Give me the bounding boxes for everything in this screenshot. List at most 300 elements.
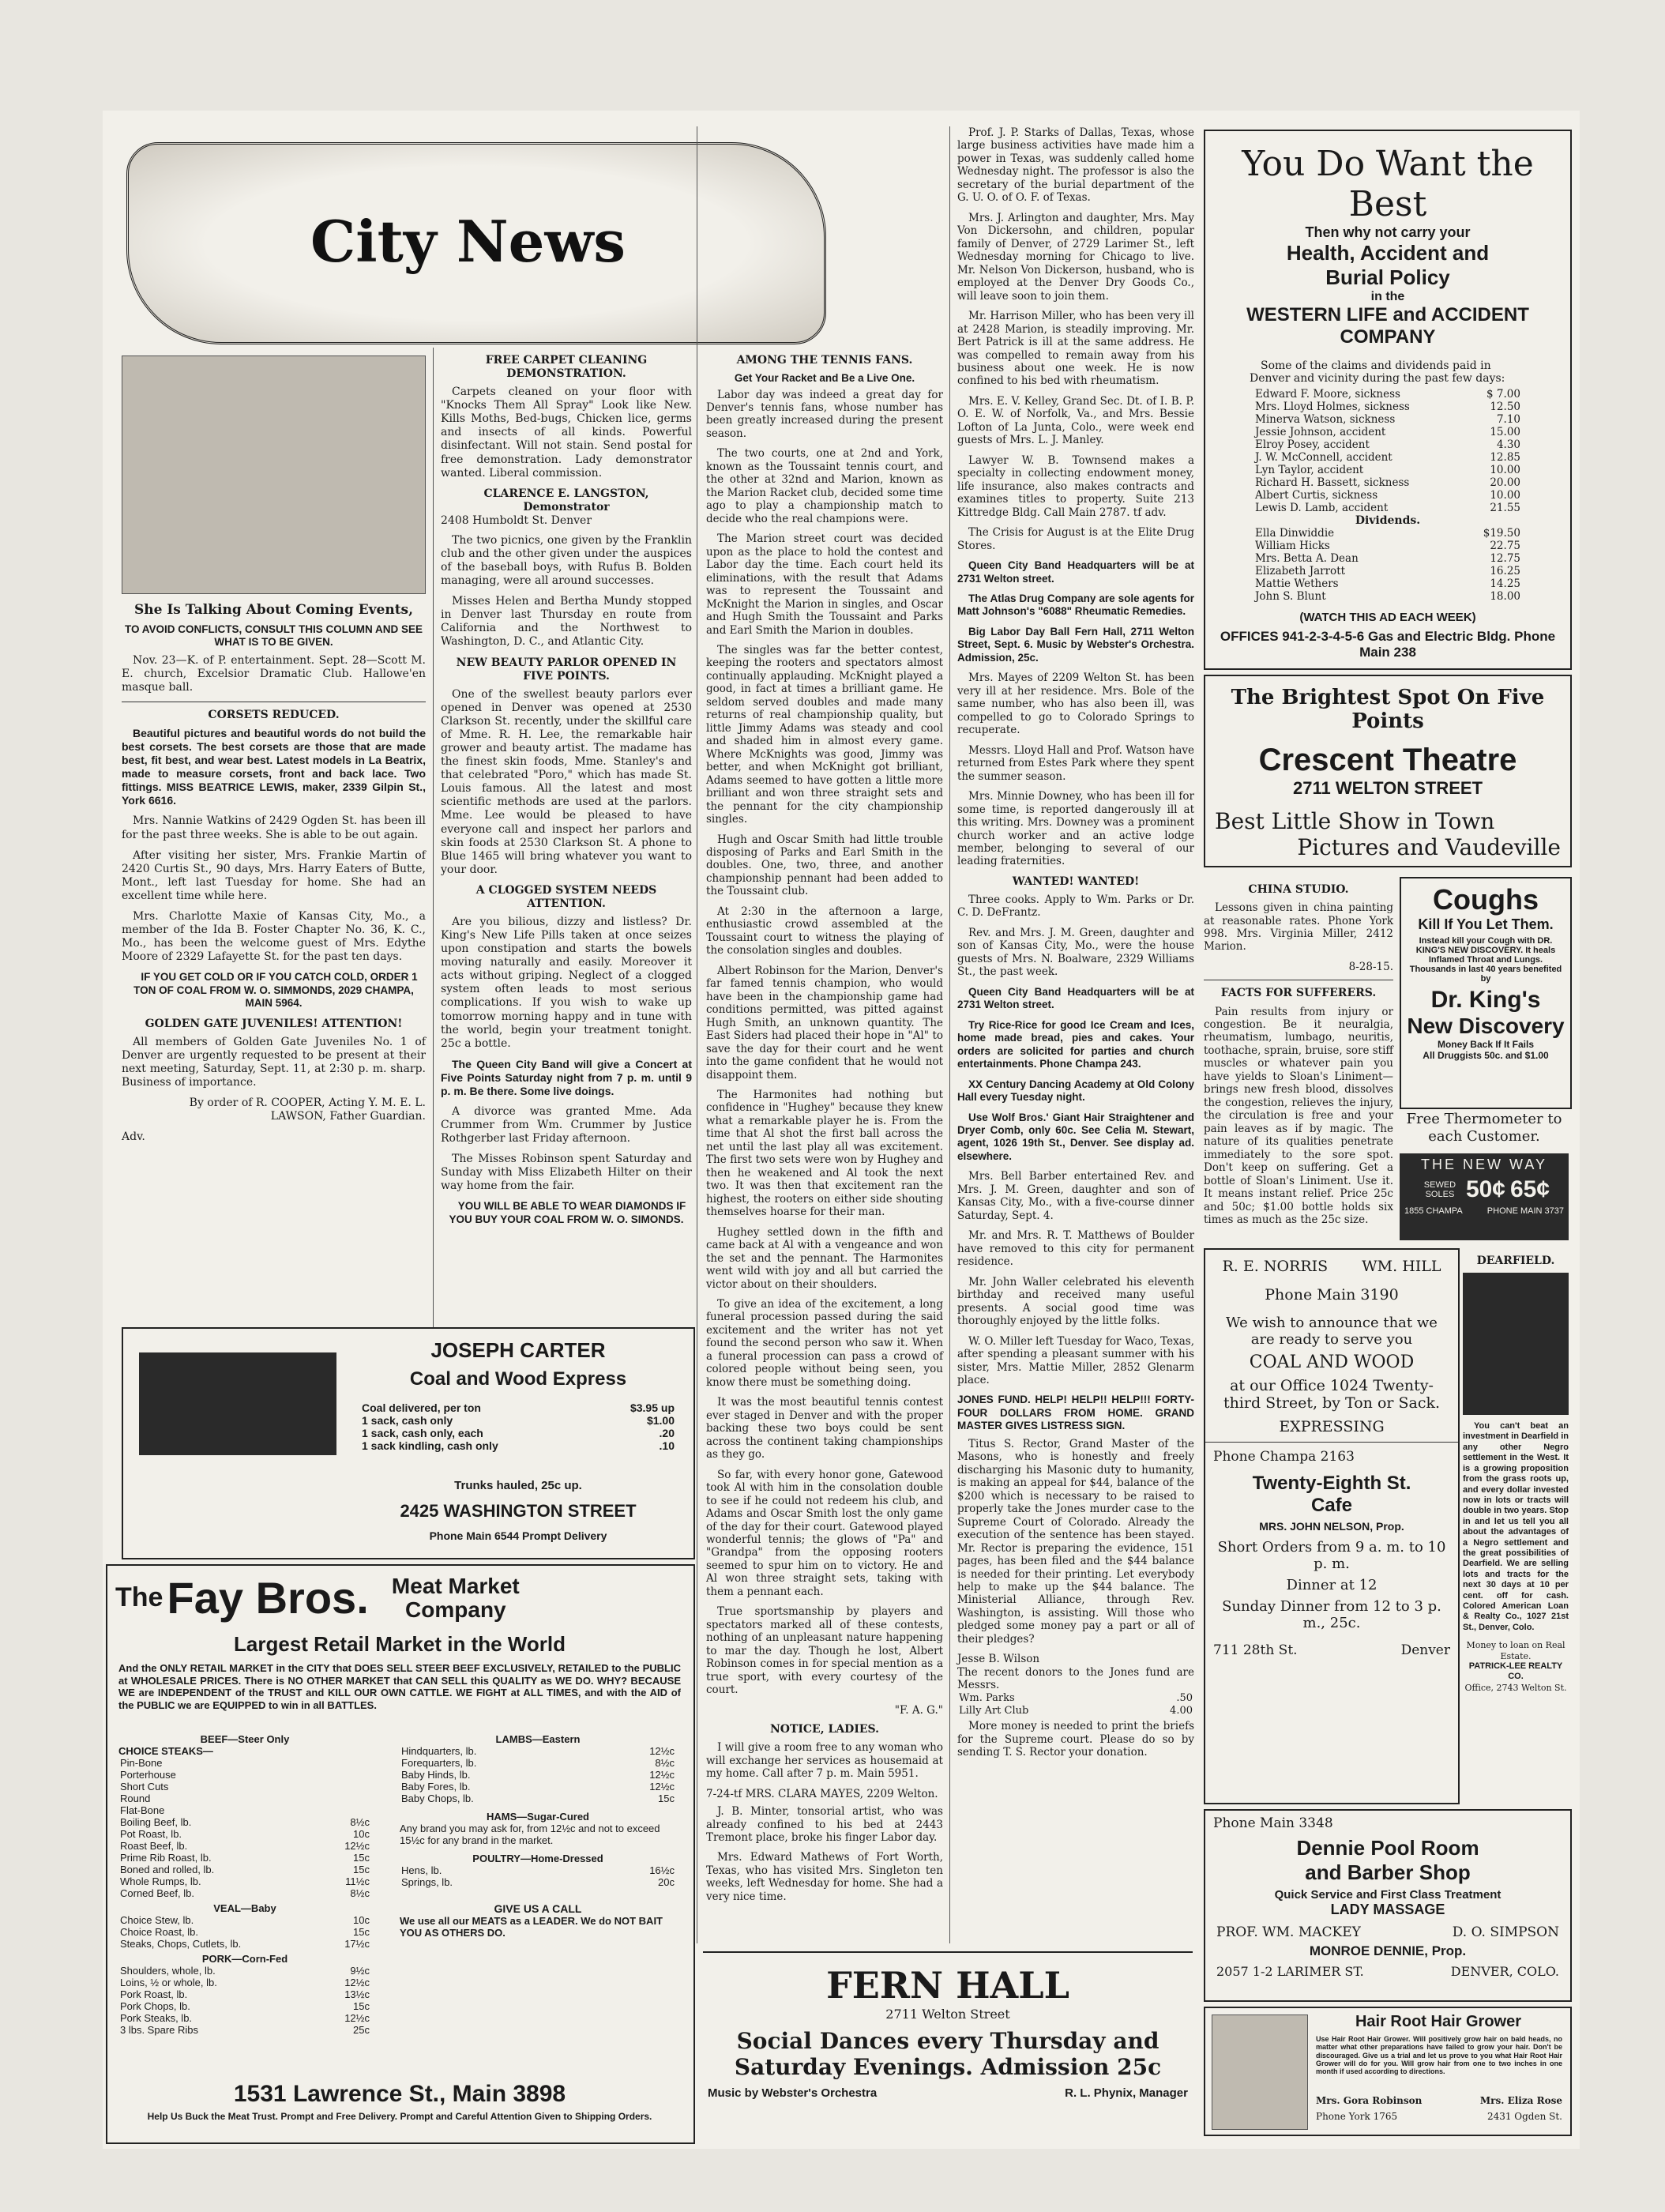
fay-call-text: We use all our MEATS as a LEADER. We do NOT BAIT YOU AS OTHERS DO.: [400, 1915, 663, 1939]
norris-hill-ad: [1204, 1248, 1460, 1804]
western-company: WESTERN LIFE and ACCIDENT COMPANY: [1246, 304, 1529, 348]
martin-item: After visiting her sister, Mrs. Frankie Martin of 2420 Curtis St., 90 days, Mrs. Harry Eaters of Butte, Mont., left last Tuesday for home. She had an excellent time while here.: [122, 848, 426, 902]
beef-price-row-value: 8½c: [350, 1887, 370, 1899]
fay-choice-steaks: CHOICE STEAKS—: [118, 1745, 213, 1757]
beauty-heading: NEW BEAUTY PARLOR OPENED IN FIVE POINTS.: [456, 656, 677, 683]
carter-price-row-value: .10: [659, 1439, 675, 1452]
beef-price-row: [118, 1781, 371, 1793]
dividend-row-value: 16.25: [1490, 565, 1520, 577]
maxie-item: Mrs. Charlotte Maxie of Kansas City, Mo., a member of the Ida B. Foster Chapter No. 36, K. C., Mo., has been the welcome guest of Mrs. Edythe Moore of 2329 Lafayette St. for the past ten days.: [122, 909, 426, 964]
western-sub1: Then why not carry your: [1305, 224, 1471, 240]
china-date: 8-28-15.: [1348, 960, 1393, 973]
coughs-brand-2: New Discovery: [1407, 1014, 1565, 1038]
beef-price-row-label: Boiling Beef, lb.: [120, 1816, 192, 1828]
juveniles-text: All members of Golden Gate Juveniles No. 1 of Denver are urgently requested to be present at their next meeting, Saturday, Sept. 11, at 2:30 p. m. sharp. Business of importance.: [122, 1035, 426, 1089]
carter-price-row-label: Coal delivered, per ton: [362, 1401, 481, 1414]
donor-row-value: .50: [1176, 1691, 1193, 1704]
claim-row-value: 15.00: [1490, 426, 1520, 438]
clogged-heading: A CLOGGED SYSTEM NEEDS ATTENTION.: [475, 883, 657, 910]
dennie-pool-ad: [1204, 1809, 1572, 2002]
poultry-price-row-label: Hens, lb.: [401, 1864, 442, 1876]
dearfield-realty: PATRICK-LEE REALTY CO.: [1468, 1661, 1563, 1682]
beef-price-row-label: Round: [120, 1793, 151, 1804]
beef-price-row: [118, 1840, 371, 1852]
poultry-price-row-value: 16½c: [649, 1864, 675, 1876]
cafe-name-1: Twenty-Eighth St.: [1252, 1473, 1411, 1494]
beef-price-row-value: [314, 1804, 371, 1816]
claim-row-value: 7.10: [1496, 413, 1520, 426]
beef-price-row-value: [314, 1769, 371, 1781]
ladies-heading: NOTICE, LADIES.: [769, 1723, 880, 1736]
barber-item: Mrs. Bell Barber entertained Rev. and Mrs. J. M. Green, daughter and son of Kansas City, Mo., with a five-course dinner Saturday, Sept. 4.: [957, 1170, 1194, 1222]
band-hq-item: Queen City Band Headquarters will be at 2731 Welton street.: [957, 559, 1194, 585]
dennie-phone: Phone Main 3348: [1213, 1815, 1333, 1831]
crescent-theatre-ad: [1204, 675, 1572, 867]
townsend-item: Lawyer W. B. Townsend makes a specialty in collecting endowment money, life insurance, also makes contracts and examines titles to property. Suite 213 Kittredge Bldg. Call Main 2787. tf adv.: [957, 453, 1194, 519]
veal-price-row-value: 17½c: [344, 1938, 370, 1950]
diamonds-ad: YOU WILL BE ABLE TO WEAR DIAMONDS IF YOU BUY YOUR COAL FROM W. O. SIMONDS.: [449, 1200, 686, 1225]
adv-label: Adv.: [122, 1130, 145, 1144]
carter-photo: [139, 1352, 336, 1455]
matthews-item: Mr. and Mrs. R. T. Matthews of Boulder have removed to this city for permanent residence.: [957, 1229, 1194, 1269]
pork-price-row-label: Pork Steaks, lb.: [120, 2012, 193, 2024]
beef-price-row: [118, 1769, 371, 1781]
beef-price-row: [118, 1864, 371, 1875]
claim-row-value: $ 7.00: [1486, 388, 1520, 401]
dennie-simpson: D. O. SIMPSON: [1452, 1924, 1559, 1940]
cafe-dinner: Dinner at 12: [1286, 1577, 1377, 1593]
carter-price-row-label: 1 sack, cash only: [362, 1414, 453, 1427]
dearfield-heading: DEARFIELD.: [1476, 1255, 1555, 1267]
coughs-price: All Druggists 50c. and $1.00: [1423, 1050, 1549, 1061]
western-offices: OFFICES 941-2-3-4-5-6 Gas and Electric Bldg. Phone Main 238: [1220, 629, 1556, 660]
coughs-money: Money Back If It Fails: [1437, 1039, 1535, 1050]
carter-price-row-value: .20: [659, 1427, 675, 1439]
carter-phone: Phone Main 6544 Prompt Delivery: [429, 1529, 607, 1542]
beef-price-row-value: 8½c: [350, 1816, 370, 1828]
veal-price-row-label: Steaks, Chops, Cutlets, lb.: [120, 1938, 242, 1950]
western-title: You Do Want the Best: [1242, 144, 1534, 224]
column-1: [122, 356, 426, 1144]
juveniles-signature: By order of R. COOPER, Acting Y. M. E. L. LAWSON, Father Guardian.: [189, 1097, 426, 1123]
lamb-price-row: [400, 1745, 676, 1757]
tennis-p5: Hugh and Oscar Smith had little trouble disposing of Parks and Earl Smith in the doubles. One, two, three, and another championship pennant had been added to the Toussaint club.: [706, 833, 943, 898]
dennie-prop: MONROE DENNIE, Prop.: [1309, 1943, 1467, 1958]
donor-row-label: Lilly Art Club: [959, 1704, 1029, 1717]
carter-name: JOSEPH CARTER: [430, 1338, 606, 1362]
new-way-phone: PHONE MAIN 3737: [1486, 1206, 1564, 1216]
beef-price-row: [118, 1816, 371, 1828]
lamb-price-row-value: 15c: [658, 1793, 675, 1804]
tennis-p1: Labor day was indeed a great day for Denver's tennis fans, whose number has been greatly increased during the present season.: [706, 388, 943, 440]
carter-price-row: [360, 1414, 676, 1427]
norris-text-2: at our Office 1024 Twenty-third Street, by Ton or Sack.: [1223, 1377, 1441, 1412]
tennis-p13: True sportsmanship by players and spectators marked all of these contests, nothing of an unpleasant nature happening to mar the day. Though he lost, Albert Robinson comes in for special mention as a true sport, with every courtesy of the court.: [706, 1605, 943, 1697]
dividend-row-label: Elizabeth Jarrott: [1255, 565, 1346, 577]
beef-price-row-label: Short Cuts: [120, 1781, 169, 1793]
beef-price-row-value: [314, 1793, 371, 1804]
china-facts-column: [1204, 877, 1393, 1233]
dennie-massage: LADY MASSAGE: [1330, 1902, 1445, 1917]
column-rule-1: [433, 348, 434, 1390]
fern-music: Music by Webster's Orchestra: [708, 2086, 878, 2100]
hill-name: WM. HILL: [1362, 1258, 1441, 1275]
claim-row-value: 12.50: [1490, 401, 1520, 413]
hall-item: Messrs. Lloyd Hall and Prof. Watson have returned from Estes Park where they spent the summer season.: [957, 743, 1194, 783]
western-sub3: Burial Policy: [1325, 265, 1450, 289]
crescent-top: The Brightest Spot On Five Points: [1231, 686, 1545, 733]
fay-poultry-heading: POULTRY—Home-Dressed: [472, 1853, 603, 1864]
norris-name: R. E. NORRIS: [1222, 1258, 1329, 1275]
beef-price-row-value: 15c: [353, 1864, 370, 1875]
dividend-row-value: 14.25: [1490, 577, 1520, 590]
crisis-item: The Crisis for August is at the Elite Drug Stores.: [957, 526, 1194, 552]
coming-events-text: Nov. 23—K. of P. entertainment. Sept. 28—Scott M. E. church, Excelsior Dramatic Club. Hallowe'en masque ball.: [122, 653, 426, 694]
fay-call-heading: GIVE US A CALL: [494, 1902, 582, 1915]
divorce-item: A divorce was granted Mme. Ada Crummer from Wm. Crummer by Justice Rothgerber last Friday afternoon.: [441, 1104, 692, 1146]
cafe-phone: Phone Champa 2163: [1213, 1449, 1355, 1465]
coughs-subtitle: Kill If You Let Them.: [1418, 916, 1554, 932]
mathews-item: Mrs. Edward Mathews of Fort Worth, Texas, who has visited Mrs. Singleton ten weeks, left Wednesday for home. She had a very nice time.: [706, 1851, 943, 1903]
dividend-row-value: 22.75: [1490, 540, 1520, 552]
hair-title: Hair Root Hair Grower: [1355, 2013, 1522, 2030]
coughs-text: Instead kill your Cough with DR. KING'S NEW DISCOVERY. It heals Inflamed Throat and Lungs. Thousands in last 40 years benefited by: [1409, 936, 1562, 984]
lamb-price-row-value: 8½c: [655, 1757, 675, 1769]
minter-item: J. B. Minter, tonsorial artist, who was already confined to his bed at 2443 Tremont place, broke his finger Labor day.: [706, 1805, 943, 1844]
fay-pork-heading: PORK—Corn-Fed: [201, 1953, 288, 1965]
facts-text: Pain results from injury or congestion. Be it neuralgia, rheumatism, lumbago, neuritis, toothache, sprain, bruise, sore stiff muscles or whatever pain you have yields to Sloan's Liniment—brings new fresh blood, dissolves the congestion, relieves the injury, the circulation is free and your pain leaves as if by magic. The nature of its qualities penetrate immediately to the sore spot. Don't keep on suffering. Get a bottle of Sloan's Liniment. Use it. It means instant relief. Price 25c and 50c; $1.00 bottle holds six times as much as the 25c size.: [1204, 1005, 1394, 1226]
hair-woman-illustration: [1212, 2014, 1308, 2130]
pork-price-row-value: 9½c: [350, 1965, 370, 1977]
tennis-p7: Albert Robinson for the Marion, Denver's far famed tennis champion, who would have been in the championship game had conditions permitted, was pitted against Hugh Smith, an unknown quantity. The East Siders had placed their hope in "Al" to save the day for their court and he went into the game confident that he would not disappoint them.: [706, 964, 943, 1082]
wolf-item: Use Wolf Bros.' Giant Hair Straightener and Dryer Comb, only 60c. See Celia M. Stewart, agent, 1026 19th St., Denver. See display ad. elsewhere.: [957, 1111, 1194, 1162]
lamb-price-row: [400, 1781, 676, 1793]
pork-price-row-label: 3 lbs. Spare Ribs: [120, 2024, 198, 2036]
tennis-signature: "F. A. G.": [894, 1703, 943, 1717]
claim-row: [1253, 502, 1522, 514]
poultry-price-row: [400, 1876, 676, 1888]
beef-price-row-label: Pin-Bone: [120, 1757, 163, 1769]
corsets-heading: CORSETS REDUCED.: [208, 708, 340, 721]
tennis-p3: The Marion street court was decided upon as the place to hold the contest and Labor day the time. Each court held its eliminations, with the result that Adams was to represent the Toussaint and McKnight the Marion in singles, and Oscar and Hugh Smith the Toussaint and Parks and Earl Smith the Marion in doubles.: [706, 532, 943, 637]
dennie-city: DENVER, COLO.: [1450, 1964, 1559, 1979]
juveniles-heading: GOLDEN GATE JUVENILES! ATTENTION!: [145, 1017, 403, 1030]
veal-price-row-label: Choice Stew, lb.: [120, 1914, 194, 1926]
dividend-row-value: 12.75: [1490, 552, 1520, 565]
dancing-item: XX Century Dancing Academy at Old Colony Hall every Tuesday night.: [957, 1078, 1194, 1104]
donor-row-value: 4.00: [1170, 1704, 1193, 1717]
clogged-text: Are you bilious, dizzy and listless? Dr. King's New Life Pills taken at once seizes upon constipation and starts the bowels moving naturally and easily. Moreover it acts without griping. Neglect of a clogged system often leads to most serious complications. If you wish to wake up tomorrow morning happy and in tune with the world, begin your treatment tonight. 25c a bottle.: [441, 915, 692, 1050]
beef-price-row-label: Roast Beef, lb.: [120, 1840, 188, 1852]
claim-row-label: Lyn Taylor, accident: [1255, 464, 1364, 476]
dividend-row-value: 18.00: [1490, 590, 1520, 603]
column-4: [957, 126, 1194, 1766]
tennis-p2: The two courts, one at 2nd and York, known as the Toussaint tennis court, and the other at 32nd and Marion, known as the Marion Racket club, decided some time ago to play a championship match to decide who the real champions were.: [706, 447, 943, 525]
veal-price-row: [118, 1938, 371, 1950]
beauty-text: One of the swellest beauty parlors ever opened in Denver was opened at 2530 Clarkson St. recently, under the skillful care of Mme. R. H. Lee, the remarkable hair grower and beauty artist. The madame has the finest skin foods, Mme. Stanley's and that celebrated "Poro," which has made St. Louis famous. All the latest and most scientific methods are used at the parlors. Mme. Lee would be pleased to have everyone call and inspect her parlors and skin foods at 2530 Clarkson St. A phone to Blue 1465 will bring whatever you want to your door.: [441, 687, 692, 876]
claim-row: [1253, 426, 1522, 438]
norris-expressing: EXPRESSING: [1279, 1418, 1385, 1435]
claim-row-label: Edward F. Moore, sickness: [1255, 388, 1400, 401]
masthead-title: City News: [310, 208, 626, 275]
arlington-item: Mrs. J. Arlington and daughter, Mrs. May Von Dickersohn, and children, popular family of Denver, of 2729 Larimer St., left Wednesday morning for Chicago to live. Mr. Nelson Von Dickerson, husband, who is employed at the Denver Dry Goods Co., will leave soon to join them.: [957, 211, 1194, 303]
beef-price-row-label: Whole Rumps, lb.: [120, 1875, 201, 1887]
claim-row-value: 21.55: [1490, 502, 1520, 514]
downey-item: Mrs. Minnie Downey, who has been ill for some time, is reported dangerously ill at this writing. Mrs. Downey was a prominent church worker and an active lodge member, belonging to several of our leading fraternities.: [957, 790, 1194, 868]
veal-price-row-label: Choice Roast, lb.: [120, 1926, 198, 1938]
tennis-p6: At 2:30 in the afternoon a large, enthusiastic crowd assembled at the Toussaint court to witness the playing of the consolation singles and doubles.: [706, 905, 943, 957]
beef-price-row-label: Boned and rolled, lb.: [120, 1864, 215, 1875]
western-claims-intro: Some of the claims and dividends paid in Denver and vicinity during the past few days:: [1250, 359, 1505, 385]
beef-price-row-value: [314, 1757, 371, 1769]
fay-bros-ad: [106, 1564, 695, 2144]
cafe-name-2: Cafe: [1310, 1495, 1353, 1516]
pork-price-row-value: 12½c: [344, 2012, 370, 2024]
pork-price-row-value: 15c: [353, 2000, 370, 2012]
ladies-signature: 7-24-tf MRS. CLARA MAYES, 2209 Welton.: [706, 1787, 938, 1800]
dividend-row-label: John S. Blunt: [1255, 590, 1326, 603]
newspaper-page: [103, 111, 1580, 2149]
pork-price-row-value: 13½c: [344, 1988, 370, 2000]
dividend-row-label: Mrs. Betta A. Dean: [1255, 552, 1359, 565]
fay-hams-text: Any brand you may ask for, from 12½c and not to exceed 15½c for any brand in the market.: [400, 1823, 660, 1846]
cafe-prop: MRS. JOHN NELSON, Prop.: [1259, 1520, 1404, 1533]
carter-price-row: [360, 1439, 676, 1452]
fern-manager: R. L. Phynix, Manager: [1065, 2086, 1188, 2100]
beef-price-row-label: Pot Roast, lb.: [120, 1828, 182, 1840]
tennis-p10: To give an idea of the excitement, a long funeral procession passed during the said excitement and the writer has not yet found the second person who saw it. When a funeral procession can pass a crowd of colored people without being seen, you know there must be something doing.: [706, 1298, 943, 1389]
dividend-row: [1253, 565, 1522, 577]
hair-name-2: Mrs. Eliza Rose: [1479, 2095, 1562, 2106]
poultry-price-row-value: 20c: [658, 1876, 675, 1888]
fay-lamb-heading: LAMBS—Eastern: [495, 1733, 581, 1745]
new-way-price-1: 50¢: [1465, 1176, 1505, 1202]
lamb-price-row-value: 12½c: [649, 1745, 675, 1757]
fay-pork-table: [118, 1965, 371, 2036]
coal-ad: IF YOU GET COLD OR IF YOU CATCH COLD, ORDER 1 TON OF COAL FROM W. O. SIMMONDS, 2029 CHAMPA, MAIN 5964.: [133, 971, 418, 1010]
dennie-name-2: and Barber Shop: [1305, 1860, 1471, 1884]
fern-address: 2711 Welton Street: [885, 2007, 1010, 2022]
lamb-price-row-value: 12½c: [649, 1781, 675, 1793]
lamb-price-row-label: Forequarters, lb.: [401, 1757, 477, 1769]
china-heading: CHINA STUDIO.: [1248, 883, 1349, 896]
lamb-price-row-label: Baby Chops, lb.: [401, 1793, 474, 1804]
new-way-soles: SEWED SOLES: [1423, 1180, 1456, 1199]
coming-events-subtitle: TO AVOID CONFLICTS, CONSULT THIS COLUMN AND SEE WHAT IS TO BE GIVEN.: [125, 623, 423, 649]
band-hq-item-2: Queen City Band Headquarters will be at 2731 Welton street.: [957, 985, 1194, 1011]
miller-item: Mr. Harrison Miller, who has been very ill at 2428 Marion, is steadily improving. Mr. Bert Patrick is ill at the same address. He was compelled to remain away from his business about one week. He is now confined to his bed with rheumatism.: [957, 310, 1194, 388]
fay-veal-table: [118, 1914, 371, 1950]
fay-address: 1531 Lawrence St., Main 3898: [233, 2081, 566, 2107]
pork-price-row: [118, 1988, 371, 2000]
dividend-row-label: Ella Dinwiddie: [1255, 527, 1335, 540]
fay-poultry-table: [400, 1864, 676, 1888]
claim-row-label: Elroy Posey, accident: [1255, 438, 1370, 451]
corsets-text: Beautiful pictures and beautiful words do not build the best corsets. The best corsets are those that are made best, fit best, and wear best. Latest models in La Beatrix, made to measure corsets, front and back lace. Two fittings. MISS BEATRICE LEWIS, maker, 2339 Gilpin St., York 6616.: [122, 726, 426, 807]
beef-price-row-label: Prime Rib Roast, lb.: [120, 1852, 212, 1864]
lamb-price-row-label: Hindquarters, lb.: [401, 1745, 477, 1757]
poultry-price-row: [400, 1864, 676, 1876]
ladies-text: I will give a room free to any woman who will exchange her services as housemaid at my home. Call after 7 p. m. Main 5951.: [706, 1741, 943, 1781]
lamb-price-row-label: Baby Hinds, lb.: [401, 1769, 471, 1781]
beef-price-row-value: 15c: [353, 1852, 370, 1864]
western-claims-table: [1253, 388, 1522, 514]
green-item: Rev. and Mrs. J. M. Green, daughter and son of Kansas City, Mo., were the house guests of Mrs. N. Boalware, 2329 Williams St., the past week.: [957, 926, 1194, 979]
facts-heading: FACTS FOR SUFFERERS.: [1220, 987, 1377, 1000]
coughs-title: Coughs: [1433, 883, 1539, 916]
coughs-brand-1: Dr. King's: [1430, 987, 1541, 1013]
fay-footer: Help Us Buck the Meat Trust. Prompt and Free Delivery. Prompt and Careful Attention Given to Shipping Orders.: [147, 2111, 652, 2122]
new-way-ad: [1400, 1153, 1569, 1240]
pork-price-row: [118, 2000, 371, 2012]
dennie-quick: Quick Service and First Class Treatment: [1274, 1888, 1502, 1902]
watkins-item: Mrs. Nannie Watkins of 2429 Ogden St. has been ill for the past three weeks. She is able to be out again.: [122, 814, 426, 841]
dividend-row: [1253, 552, 1522, 565]
tennis-heading: AMONG THE TENNIS FANS.: [736, 354, 913, 367]
beef-price-row: [118, 1793, 371, 1804]
dividend-row: [1253, 540, 1522, 552]
claim-row-label: Richard H. Bassett, sickness: [1255, 476, 1410, 489]
beef-price-row-value: 11½c: [345, 1875, 370, 1887]
pork-price-row-value: 12½c: [344, 1977, 370, 1988]
carter-trunks: Trunks hauled, 25c up.: [454, 1479, 582, 1492]
pork-price-row-label: Pork Chops, lb.: [120, 2000, 190, 2012]
dennie-address: 2057 1-2 LARIMER ST.: [1216, 1964, 1364, 1979]
crescent-name: Crescent Theatre: [1258, 743, 1517, 777]
carter-price-row: [360, 1427, 676, 1439]
carpet-signature: CLARENCE E. LANGSTON, Demonstrator: [483, 487, 649, 514]
hair-text: Use Hair Root Hair Grower. Will positively grow hair on bald heads, no matter what other preparations have failed to grow your hair. Don't be discouraged. Give us a trial and let us prove to you what Hair Root Hair Grower will do for you. Will grow hair from one to two inches in one month if used according to directions.: [1316, 2035, 1562, 2076]
claim-row-label: Mrs. Lloyd Holmes, sickness: [1255, 401, 1410, 413]
dearfield-photo: [1463, 1273, 1569, 1415]
carter-address: 2425 WASHINGTON STREET: [400, 1501, 637, 1521]
cafe-address: 711 28th St.: [1213, 1642, 1298, 1658]
beef-price-row-label: Corned Beef, lb.: [120, 1887, 194, 1899]
fern-line1: Social Dances every Thursday and: [736, 2028, 1159, 2054]
column-2: [441, 348, 692, 1233]
mundy-item: Misses Helen and Bertha Mundy stopped in Denver last Thursday en route from California and the Northwest to Washington, D. C., and Atlantic City.: [441, 595, 692, 649]
carter-ad: [122, 1327, 695, 1559]
rice-item: Try Rice-Rice for good Ice Cream and Ices, home made bread, pies and cakes. Your orders are solicited for parties and church entertainments. Phone Champa 243.: [957, 1018, 1194, 1070]
jones-end: More money is needed to print the briefs for the Supreme court. Please do so by sending T. S. Rector your donation.: [957, 1720, 1194, 1759]
tennis-p12: So far, with every honor gone, Gatewood took Al with him in the consolation double to see if he could not redeem his club, and Adams and Oscar Smith lost the only game of the day for their court. Gatewood played wonderful tennis; the glows of "Pa" and "Grandpa" from the opposing rooters seemed to spur him on to victory. He and Al won three straight sets, taking with them a pennant each.: [706, 1468, 943, 1598]
pork-price-row: [118, 2024, 371, 2036]
pork-price-row: [118, 1977, 371, 1988]
jones-heading: JONES FUND. HELP! HELP!! HELP!!! FORTY-FOUR DOLLARS FROM HOME. GRAND MASTER GIVES LISTRESS SIGN.: [957, 1394, 1194, 1432]
pork-price-row: [118, 2012, 371, 2024]
carter-price-row-label: 1 sack kindling, cash only: [362, 1439, 498, 1452]
beef-price-row-label: Porterhouse: [120, 1769, 176, 1781]
dividend-row: [1253, 590, 1522, 603]
coughs-ad: [1400, 877, 1572, 1109]
claim-row-label: Albert Curtis, sickness: [1255, 489, 1378, 502]
claim-row: [1253, 438, 1522, 451]
fay-company: Meat Market Company: [391, 1574, 520, 1622]
column-rule-3: [949, 126, 950, 1943]
beef-price-row: [118, 1757, 371, 1769]
veal-price-row: [118, 1926, 371, 1938]
wanted-text: Three cooks. Apply to Wm. Parks or Dr. C. D. DeFrantz.: [957, 893, 1194, 920]
beef-price-row: [118, 1875, 371, 1887]
jones-text: Titus S. Rector, Grand Master of the Masons, who is honestly and freely discharging his Masonic duty to humanity, is making an appeal for $44, balance of the $200 which is necessary to be raised to properly take the Jones murder case to the Supreme Court of Colorado. Already the execution of the sentence has been stayed. Mr. Rector is preparing the evidence, 151 pages, has been filed and the $44 balance is needed for their printing. Let everybody help to make up the $44 balance. The Ministerial Alliance, through Rev. Washington, is assisting. Will those who pledged some money pay a part or all of their pledges?: [957, 1437, 1194, 1646]
claim-row: [1253, 451, 1522, 464]
western-sub2: Health, Accident and: [1286, 241, 1490, 265]
norris-coal: COAL AND WOOD: [1249, 1352, 1415, 1372]
carter-price-row-value: $3.95 up: [630, 1401, 675, 1414]
beef-price-row-value: 12½c: [344, 1840, 370, 1852]
norris-phone: Phone Main 3190: [1265, 1286, 1399, 1304]
beef-price-row: [118, 1887, 371, 1899]
beef-price-row: [118, 1804, 371, 1816]
dividend-row: [1253, 577, 1522, 590]
claim-row-label: J. W. McConnell, accident: [1255, 451, 1393, 464]
woman-telephone-illustration: [122, 356, 426, 594]
fay-tagline: Largest Retail Market in the World: [234, 1632, 566, 1656]
dividend-row-label: Mattie Wethers: [1255, 577, 1339, 590]
carpet-address: 2408 Humboldt St. Denver: [441, 514, 592, 527]
starks-item: Prof. J. P. Starks of Dallas, Texas, whose large business activities have made him a power in Texas, was suddenly called home Wednesday night. The professor is also the secretary of the burial department of the G. U. O. of O. F. of Texas.: [957, 126, 1194, 205]
fay-name: Fay Bros.: [167, 1573, 369, 1623]
donor-row: [957, 1692, 1194, 1705]
claim-row-value: 10.00: [1490, 489, 1520, 502]
fay-veal-heading: VEAL—Baby: [213, 1902, 276, 1914]
band-concert-item: The Queen City Band will give a Concert at Five Points Saturday night from 7 p. m. until 9 p. m. Be there. Some live doings.: [441, 1057, 692, 1097]
wanted-heading: WANTED! WANTED!: [1012, 875, 1140, 888]
western-life-ad: [1204, 130, 1572, 670]
lamb-price-row: [400, 1757, 676, 1769]
cafe-city: Denver: [1400, 1642, 1450, 1658]
beef-price-row: [118, 1828, 371, 1840]
carter-subtitle: Coal and Wood Express: [409, 1368, 627, 1390]
western-dividends-table: [1253, 527, 1522, 603]
tennis-p9: Hughey settled down in the fifth and came back at Al with a vengeance and won the set and the pennant. The Harmonites went wild with joy and all but carried the victor about on their shoulders.: [706, 1225, 943, 1291]
crescent-show: Best Little Show in Town: [1215, 808, 1495, 834]
beef-price-row: [118, 1852, 371, 1864]
donor-row-label: Wm. Parks: [959, 1691, 1015, 1704]
lamb-price-row-value: 12½c: [649, 1769, 675, 1781]
dearfield-office: Office, 2743 Welton St.: [1464, 1682, 1567, 1693]
pork-price-row-label: Pork Roast, lb.: [120, 1988, 188, 2000]
fern-line2: Saturday Evenings. Admission 25c: [734, 2054, 1162, 2080]
claim-row-value: 20.00: [1490, 476, 1520, 489]
dividend-row: [1253, 527, 1522, 540]
tennis-p4: The singles was far the better contest, keeping the rooters and spectators almost continually applauding. McKnight played a good, in fact at times a brilliant game. He seldom served doubles and made many returns of real championship quality, but little Jimmy Adams was steady and cool and shaded him in almost every game. Where McKnights was good, Jimmy was better, and when McKnight got brilliant, Adams seemed to have gotten a little more brilliant and won three straight sets and the pennant for the city championship singles.: [706, 643, 943, 826]
coming-events-title: She Is Talking About Coming Events,: [133, 602, 414, 618]
lamb-price-row: [400, 1769, 676, 1781]
fay-beef-table: [118, 1757, 371, 1899]
dearfield-text: You can't beat an investment in Dearfield in any other Negro settlement in the West. It is a growing proposition from the grass roots up, and every dollar invested now in lots or tracts will double in two years. Stop in and let us tell you all about the advantages of a Negro settlement and the great possibilities of Dearfield. We are selling lots and tracts for the next 30 days at 10 per cent. off for cash. Colored American Loan & Realty Co., 1027 21st St., Denver, Colo.: [1463, 1421, 1569, 1632]
mayes-item: Mrs. Mayes of 2209 Welton St. has been very ill at her residence. Mrs. Bole of the same number, who has also been ill, was compelled to go to Colorado Springs to recuperate.: [957, 672, 1194, 737]
fay-hams-heading: HAMS—Sugar-Cured: [486, 1811, 589, 1823]
tennis-subheading: Get Your Racket and Be a Live One.: [734, 372, 915, 385]
robinson-item: The Misses Robinson spent Saturday and Sunday with Miss Elizabeth Hilter on their way home from the fair.: [441, 1153, 692, 1193]
veal-price-row-value: 15c: [353, 1926, 370, 1938]
fay-beef-heading: BEEF—Steer Only: [200, 1733, 290, 1745]
carter-price-list: [360, 1401, 676, 1452]
jones-more: The recent donors to the Jones fund are Messrs.: [957, 1665, 1194, 1692]
carter-price-row-label: 1 sack, cash only, each: [362, 1427, 483, 1439]
waller-item: Mr. John Waller celebrated his eleventh birthday and received many useful presents. A social good time was thoroughly enjoyed by the little folks.: [957, 1275, 1194, 1328]
western-dividends-heading: Dividends.: [1355, 514, 1421, 527]
claim-row-value: 12.85: [1490, 451, 1520, 464]
claim-row-value: 4.30: [1496, 438, 1520, 451]
poultry-price-row-label: Springs, lb.: [401, 1876, 453, 1888]
column-3: [706, 348, 943, 1910]
fay-the: The: [115, 1582, 163, 1612]
dividend-row-value: $19.50: [1483, 527, 1520, 540]
claim-row: [1253, 401, 1522, 413]
dearfield-loan: Money to loan on Real Estate.: [1466, 1640, 1565, 1661]
